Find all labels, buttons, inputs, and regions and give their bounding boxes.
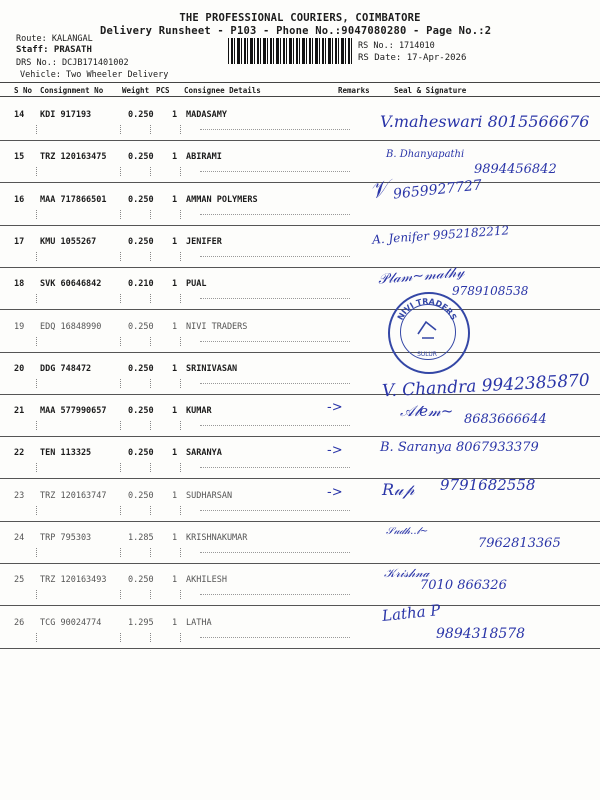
cell-divider (180, 252, 181, 261)
row-consignment-no: MAA 717866501 (40, 194, 107, 205)
row-consignment-no: TRZ 120163493 (40, 575, 107, 586)
handwritten-signature: Latha P (381, 600, 442, 626)
row-pcs: 1 (172, 194, 178, 205)
col-remarks: Remarks (338, 86, 370, 95)
cell-divider (36, 337, 37, 346)
handwritten-mark: 𝑅𝓊𝓅 (382, 480, 415, 499)
handwritten-phone: 9894318578 (436, 626, 526, 642)
handwritten-mark: 𝒱 (367, 176, 391, 205)
company-title: THE PROFESSIONAL COURIERS, COIMBATORE (179, 12, 421, 24)
row-consignment-no: TRZ 120163747 (40, 490, 107, 501)
table-row (0, 184, 600, 226)
cell-divider (180, 210, 181, 219)
handwritten-mark: 𝒮𝓊𝒹𝒽..𝓁~ (386, 526, 429, 537)
cell-divider (36, 633, 37, 642)
col-seal-signature: Seal & Signature (394, 86, 467, 95)
cell-divider (36, 252, 37, 261)
cell-divider (120, 210, 121, 219)
cell-divider (120, 252, 121, 261)
handwritten-mark: 𝒜𝓁𝑒𝓂~ (400, 402, 454, 420)
handwritten-mark: 𝒦𝓇𝒾𝓈𝒽𝓃𝒶 (384, 566, 430, 580)
rs-number: RS No.: 1714010 (358, 41, 435, 51)
cell-divider (120, 506, 121, 515)
col-sno: S No (14, 86, 33, 95)
row-weight: 0.250 (128, 110, 154, 120)
cell-divider (180, 294, 181, 303)
stamp-logo-icon (418, 322, 436, 338)
staff-label: Staff: PRASATH (16, 45, 92, 55)
remarks-arrow: -> (327, 443, 343, 458)
cell-divider (150, 337, 151, 346)
row-pcs: 1 (172, 321, 178, 332)
cell-divider (180, 548, 181, 557)
row-consignment-no: TCG 90024774 (40, 617, 102, 628)
cell-divider (36, 294, 37, 303)
company-stamp (388, 292, 470, 374)
row-weight: 0.250 (128, 448, 154, 459)
cell-divider (180, 167, 181, 176)
handwritten-phone: 9791682558 (440, 476, 536, 494)
row-weight: 1.285 (128, 533, 154, 543)
handwritten-phone: 7010 866326 (420, 578, 507, 593)
row-pcs: 1 (172, 533, 178, 543)
cell-divider (180, 421, 181, 430)
col-weight: Weight (122, 86, 150, 95)
handwritten-signature: V.maheswari 8015566676 (380, 112, 590, 131)
header-bottom-rule (0, 96, 600, 97)
handwritten-signature: V. Chandra 9942385870 (381, 370, 591, 402)
cell-divider (150, 463, 151, 472)
cell-divider (180, 590, 181, 599)
cell-divider (120, 548, 121, 557)
row-pcs: 1 (172, 406, 178, 417)
row-consignee: ABIRAMI (186, 152, 222, 163)
row-pcs: 1 (172, 363, 178, 374)
row-sno: 17 (14, 236, 25, 247)
col-consignment: Consignment No (40, 86, 104, 95)
cell-divider (180, 337, 181, 346)
header-top-rule (0, 82, 600, 83)
cell-divider (150, 294, 151, 303)
row-sno: 19 (14, 321, 25, 332)
cell-divider (36, 590, 37, 599)
stamp-text: NIVI TRADERS (395, 296, 459, 322)
cell-divider (180, 633, 181, 642)
row-sno: 15 (14, 152, 25, 163)
row-consignment-no: DDG 748472 (40, 363, 92, 374)
dotted-guide (200, 341, 350, 342)
row-weight: 0.250 (128, 490, 154, 501)
row-consignee: SUDHARSAN (186, 490, 233, 501)
dotted-guide (200, 510, 350, 511)
row-sno: 24 (14, 533, 25, 543)
cell-divider (120, 421, 121, 430)
row-pcs: 1 (172, 575, 178, 586)
handwritten-phone: 9659927727 (392, 177, 483, 203)
row-consignment-no: KDI 917193 (40, 110, 92, 120)
row-pcs: 1 (172, 448, 178, 459)
runsheet-title: Delivery Runsheet - P103 - Phone No.:9047080280 - Page No.:2 (100, 25, 492, 37)
row-weight: 0.250 (128, 236, 154, 247)
table-row (0, 564, 600, 606)
barcode (228, 38, 354, 64)
row-sno: 14 (14, 110, 25, 120)
cell-divider (36, 421, 37, 430)
row-weight: 1.295 (128, 617, 154, 628)
cell-divider (150, 548, 151, 557)
dotted-guide (200, 552, 350, 553)
dotted-guide (200, 383, 350, 384)
row-sno: 23 (14, 490, 25, 501)
cell-divider (180, 125, 181, 134)
row-consignee: SRINIVASAN (186, 363, 238, 374)
vehicle-label: Vehicle: Two Wheeler Delivery (20, 70, 169, 80)
row-weight: 0.250 (128, 406, 154, 417)
row-sno: 25 (14, 575, 25, 586)
row-consignee: AKHILESH (186, 575, 227, 586)
cell-divider (150, 210, 151, 219)
cell-divider (150, 167, 151, 176)
row-weight: 0.250 (128, 363, 154, 374)
col-pcs: PCS (156, 86, 170, 95)
row-weight: 0.250 (128, 152, 154, 163)
handwritten-phone: 9894456842 (474, 162, 557, 177)
row-sno: 20 (14, 363, 25, 374)
handwritten-signature: A. Jenifer 9952182212 (371, 223, 510, 247)
cell-divider (36, 506, 37, 515)
handwritten-signature: B. Saranya 8067933379 (380, 440, 539, 455)
remarks-arrow: -> (327, 400, 343, 415)
dotted-guide (200, 256, 350, 257)
row-consignee: PUAL (186, 279, 207, 290)
stamp-text-ring (388, 292, 466, 370)
handwritten-signature: B. Dhanyapathi (386, 149, 465, 160)
drs-number: DRS No.: DCJB171401002 (16, 58, 129, 68)
row-consignment-no: SVK 60646842 (40, 279, 102, 290)
row-consignment-no: KMU 1055267 (40, 236, 97, 247)
dotted-guide (200, 214, 350, 215)
cell-divider (120, 337, 121, 346)
cell-divider (150, 379, 151, 388)
row-sno: 21 (14, 406, 25, 417)
row-sno: 16 (14, 194, 25, 205)
row-pcs: 1 (172, 110, 178, 120)
dotted-guide (200, 171, 350, 172)
row-weight: 0.250 (128, 194, 154, 205)
row-pcs: 1 (172, 617, 178, 628)
row-consignment-no: TRP 795303 (40, 533, 92, 543)
cell-divider (120, 379, 121, 388)
cell-divider (120, 294, 121, 303)
col-consignee: Consignee Details (184, 86, 261, 95)
row-consignee: SARANYA (186, 448, 222, 459)
row-sno: 18 (14, 279, 25, 290)
remarks-arrow: -> (327, 485, 343, 500)
table-row (0, 311, 600, 353)
cell-divider (120, 590, 121, 599)
cell-divider (150, 252, 151, 261)
row-pcs: 1 (172, 236, 178, 247)
route-label: Route: KALANGAL (16, 34, 93, 44)
row-pcs: 1 (172, 152, 178, 163)
dotted-guide (200, 467, 350, 468)
row-weight: 0.250 (128, 575, 154, 586)
cell-divider (150, 125, 151, 134)
cell-divider (180, 506, 181, 515)
table-row (0, 226, 600, 268)
handwritten-mark: 𝒫𝓁𝒶𝓂~𝓂𝒶𝓉𝒽𝓎 (377, 264, 466, 288)
cell-divider (120, 167, 121, 176)
cell-divider (36, 210, 37, 219)
rs-date: RS Date: 17-Apr-2026 (358, 53, 467, 63)
handwritten-phone: 7962813365 (478, 536, 561, 551)
row-weight: 0.210 (128, 279, 154, 290)
row-consignment-no: TEN 113325 (40, 448, 92, 459)
handwritten-phone: 8683666644 (464, 412, 547, 427)
stamp-subtext: SULUR (417, 351, 437, 358)
row-consignee: MADASAMY (186, 110, 227, 120)
cell-divider (120, 125, 121, 134)
dotted-guide (200, 594, 350, 595)
row-separator (0, 648, 600, 649)
row-weight: 0.250 (128, 321, 154, 332)
cell-divider (36, 463, 37, 472)
handwritten-phone: 9789108538 (452, 284, 529, 298)
cell-divider (36, 379, 37, 388)
cell-divider (120, 463, 121, 472)
cell-divider (150, 590, 151, 599)
row-sno: 26 (14, 617, 25, 628)
cell-divider (180, 379, 181, 388)
cell-divider (36, 125, 37, 134)
cell-divider (120, 633, 121, 642)
dotted-guide (200, 129, 350, 130)
row-consignee: NIVI TRADERS (186, 321, 248, 332)
row-sno: 22 (14, 448, 25, 459)
row-pcs: 1 (172, 279, 178, 290)
cell-divider (150, 506, 151, 515)
row-consignment-no: MAA 577990657 (40, 406, 107, 417)
dotted-guide (200, 425, 350, 426)
cell-divider (180, 463, 181, 472)
row-pcs: 1 (172, 490, 178, 501)
row-consignee: AMMAN POLYMERS (186, 194, 258, 205)
cell-divider (36, 167, 37, 176)
row-consignee: LATHA (186, 617, 212, 628)
cell-divider (150, 421, 151, 430)
row-consignee: KRISHNAKUMAR (186, 533, 248, 543)
cell-divider (150, 633, 151, 642)
row-consignee: KUMAR (186, 406, 212, 417)
dotted-guide (200, 298, 350, 299)
dotted-guide (200, 637, 350, 638)
row-consignment-no: TRZ 120163475 (40, 152, 107, 163)
row-consignee: JENIFER (186, 236, 222, 247)
cell-divider (36, 548, 37, 557)
row-consignment-no: EDQ 16848990 (40, 321, 102, 332)
